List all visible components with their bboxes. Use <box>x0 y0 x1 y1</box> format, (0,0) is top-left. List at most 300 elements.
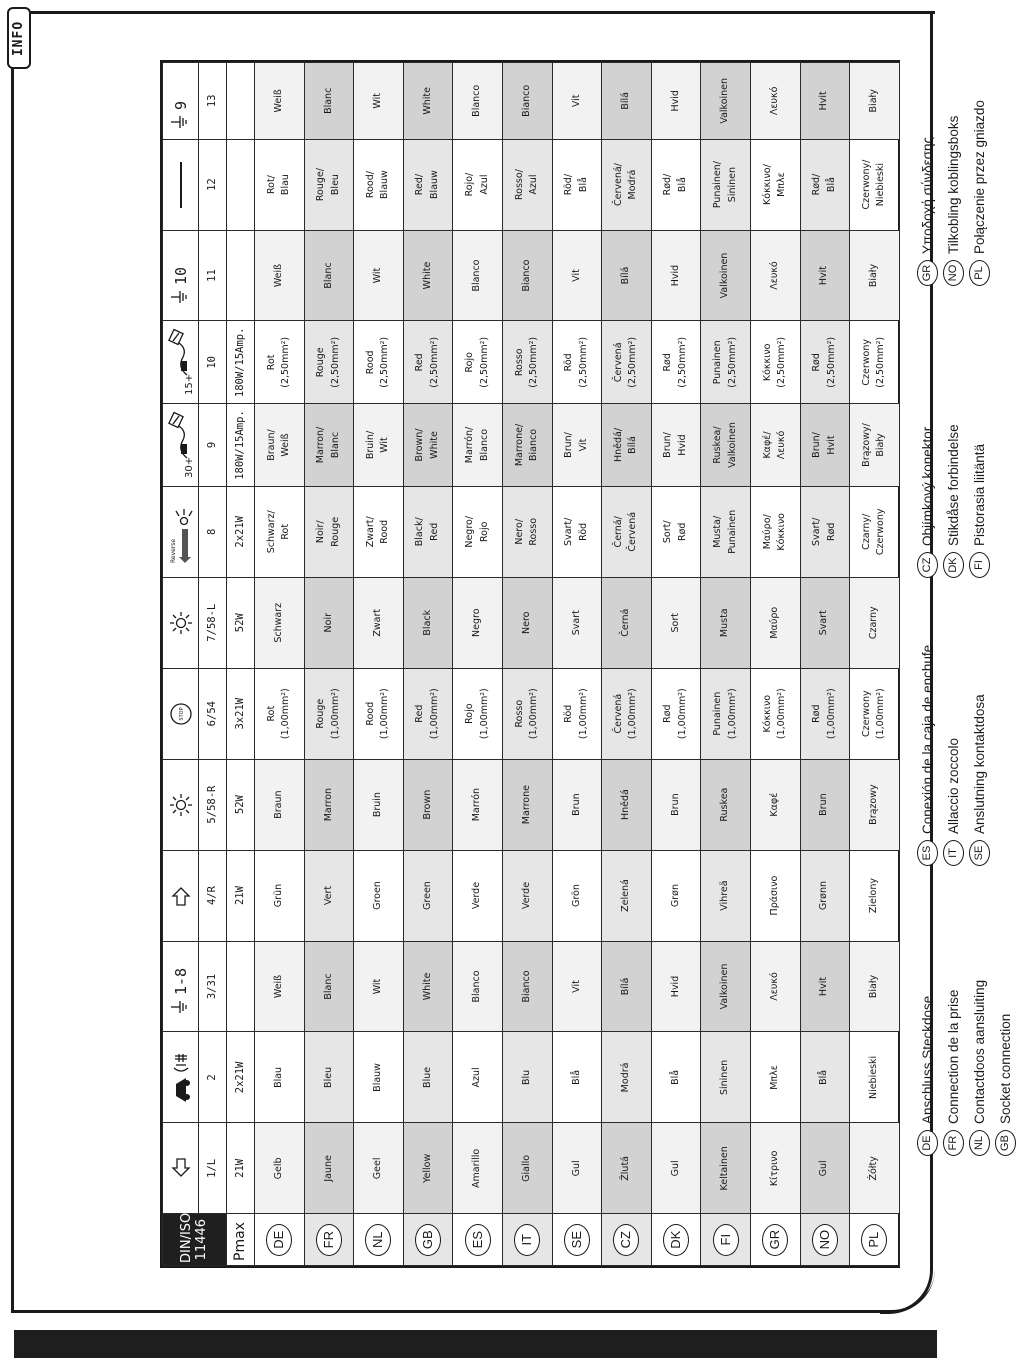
tail-light-icon <box>167 770 195 840</box>
wire-color-cell <box>750 577 800 668</box>
wire-color-text: Giallo <box>520 1154 532 1182</box>
wire-color-text: Červená <box>627 511 639 552</box>
wire-color-text: Vihreä <box>719 880 731 911</box>
wire-color-text: Blå <box>570 1069 582 1085</box>
wire-color-text: (1,00mm²) <box>329 688 341 740</box>
wire-color-cell <box>354 139 404 230</box>
wire-color-text: (2,50mm²) <box>776 336 788 388</box>
wire-color-text: Azul <box>471 1067 483 1088</box>
wire-color-cell <box>502 1032 552 1123</box>
wire-color-cell <box>304 1123 354 1214</box>
language-code-cell <box>602 1214 652 1266</box>
wire-color-text: Černá <box>620 608 632 637</box>
wire-color-text: Noir <box>322 613 334 633</box>
wire-color-text: Blå <box>825 177 837 193</box>
language-badge: FI <box>713 1224 739 1256</box>
wire-color-text: Κόκκινο <box>761 343 773 382</box>
wire-color-text: (1,00mm²) <box>726 688 738 740</box>
wire-color-text: Καφέ/ <box>761 431 773 459</box>
wire-color-cell <box>850 577 900 668</box>
legend-text: Pistorasia liitäntä <box>971 443 987 546</box>
wire-color-text: Modrá <box>627 169 639 200</box>
wire-color-cell <box>750 759 800 850</box>
wire-color-text: Musta <box>719 608 731 638</box>
wire-color-text: Punainen/ <box>711 161 723 209</box>
wire-color-text: Vert <box>322 885 334 906</box>
wire-color-text: Žlutá <box>620 1156 632 1181</box>
wire-color-cell <box>800 63 850 140</box>
wire-color-cell <box>552 63 602 140</box>
wire-color-text: Rouge <box>329 516 341 547</box>
wire-color-cell <box>651 668 701 759</box>
wire-color-text: Vit <box>570 269 582 282</box>
wire-color-text: Brązowy <box>868 784 880 825</box>
wire-color-text: Valkoinen <box>719 77 731 124</box>
wire-color-text: Nero/ <box>513 518 525 545</box>
wire-color-cell <box>552 1032 602 1123</box>
info-tab-label: INFO <box>11 20 27 56</box>
wire-color-cell <box>750 941 800 1032</box>
wire-color-text: Brun <box>570 793 582 816</box>
wire-color-text: Blanc <box>322 262 334 289</box>
wire-color-text: Verde <box>520 881 532 910</box>
wire-color-cell <box>403 1032 453 1123</box>
wire-color-cell <box>255 850 305 941</box>
wire-color-text: Brun/ <box>811 432 823 458</box>
wire-color-cell <box>602 1123 652 1214</box>
wire-color-text: Czerwony <box>860 690 872 737</box>
legend-text: Anschluss Steckdose <box>919 995 935 1124</box>
pmax-value <box>227 941 255 1032</box>
wire-color-cell <box>701 230 751 321</box>
wire-color-cell <box>403 668 453 759</box>
wire-color-text: Svart/ <box>563 517 575 546</box>
wire-color-cell <box>701 577 751 668</box>
pin-number: 11 <box>199 230 227 321</box>
wire-color-text: Rojo/ <box>463 172 475 197</box>
wire-color-cell <box>453 404 503 487</box>
rotated-content <box>160 60 1013 1268</box>
wire-color-text: Czarny/ <box>860 513 872 550</box>
wire-color-text: Rood <box>364 701 376 726</box>
wire-color-text: Rot <box>280 523 292 540</box>
pin-icon-cell <box>163 668 199 759</box>
wire-color-text: Bílá <box>620 92 632 110</box>
wire-color-text: Punainen <box>711 691 723 736</box>
wire-color-cell <box>304 486 354 577</box>
info-tab <box>7 7 31 69</box>
wire-color-cell <box>651 850 701 941</box>
wire-color-text: (1,00mm²) <box>627 688 639 740</box>
wire-color-text: Rød/ <box>811 173 823 196</box>
wire-color-text: Rød <box>662 353 674 372</box>
language-code-cell <box>800 1214 850 1266</box>
wire-color-text: Nero <box>520 611 532 634</box>
wire-color-cell <box>850 668 900 759</box>
wire-color-cell <box>800 668 850 759</box>
wire-color-text: Λευκό <box>768 972 780 1001</box>
language-code-cell <box>453 1214 503 1266</box>
wire-color-text: Blu <box>520 1069 532 1086</box>
wire-color-text: Gul <box>669 1160 681 1177</box>
wire-color-text: Κόκκινο/ <box>761 164 773 205</box>
wire-color-text: (1,00mm²) <box>776 688 788 740</box>
legend-badge: NO <box>943 260 964 286</box>
pmax-value: 52W <box>227 577 255 668</box>
table-row <box>750 63 800 1266</box>
wire-color-text: Bruin/ <box>364 430 376 460</box>
wire-color-cell <box>602 230 652 321</box>
wire-color-text: Negro/ <box>463 515 475 548</box>
wire-color-cell <box>850 63 900 140</box>
line-icon <box>167 150 195 220</box>
pmax-value <box>227 63 255 140</box>
wire-color-text: Verde <box>471 881 483 910</box>
wire-color-cell <box>701 668 751 759</box>
power-label: 15+ <box>183 374 195 396</box>
wire-color-cell <box>701 321 751 404</box>
wire-color-cell <box>403 850 453 941</box>
wire-color-cell <box>850 404 900 487</box>
wire-color-text: Rouge <box>315 347 327 378</box>
wire-color-cell <box>651 759 701 850</box>
wire-color-text: White <box>429 431 441 459</box>
wire-color-text: Modrá <box>620 1062 632 1093</box>
wire-color-text: Black <box>421 609 433 636</box>
table-row <box>453 63 503 1266</box>
wire-color-text: Hvid <box>669 90 681 112</box>
pmax-value <box>227 139 255 230</box>
wire-color-text: Punainen <box>711 340 723 385</box>
wire-color-text: Blå <box>669 1069 681 1085</box>
wire-color-cell <box>453 1123 503 1214</box>
wire-color-text: Rosso <box>513 699 525 728</box>
wire-color-cell <box>602 321 652 404</box>
wire-color-text: Blanc <box>329 431 341 459</box>
brake-stop-icon <box>167 679 195 749</box>
wire-color-text: Keltainen <box>719 1146 731 1191</box>
pin-number: 10 <box>199 321 227 404</box>
table-row <box>403 63 453 1266</box>
wire-color-cell <box>800 139 850 230</box>
wire-color-cell <box>354 850 404 941</box>
wire-color-text: Grønn <box>818 880 830 911</box>
pin-number: 8 <box>199 486 227 577</box>
wire-color-text: Blau <box>272 1066 284 1088</box>
wire-color-cell <box>602 486 652 577</box>
pmax-value: 21W <box>227 1123 255 1214</box>
pmax-value <box>227 230 255 321</box>
legend-column <box>914 645 992 866</box>
wire-color-text: Marron/ <box>315 426 327 464</box>
wire-color-cell <box>850 941 900 1032</box>
wire-color-text: Azul <box>478 174 490 195</box>
wire-color-cell <box>750 668 800 759</box>
pin-number: 1/L <box>199 1123 227 1214</box>
language-code-cell <box>701 1214 751 1266</box>
language-badge: GB <box>415 1224 441 1256</box>
language-code-cell <box>502 1214 552 1266</box>
wire-color-cell <box>453 577 503 668</box>
wire-color-text: Rosso <box>513 348 525 377</box>
language-badge: ES <box>465 1224 491 1256</box>
wire-color-text: Μαύρο <box>768 606 780 639</box>
wire-color-text: (2,50mm²) <box>429 336 441 388</box>
wire-color-text: Braun/ <box>265 429 277 461</box>
wire-color-text: (1,00mm²) <box>577 688 589 740</box>
wire-color-cell <box>552 577 602 668</box>
wire-color-cell <box>701 759 751 850</box>
wire-color-cell <box>502 63 552 140</box>
wire-color-text: Červená <box>612 693 624 734</box>
wire-color-text: Černá/ <box>612 516 624 548</box>
wire-color-text: Bleu <box>322 1066 334 1088</box>
wire-color-cell <box>800 486 850 577</box>
wire-color-text: Bleu <box>329 174 341 196</box>
wire-color-text: White <box>421 261 433 290</box>
wire-color-cell <box>850 759 900 850</box>
wire-color-text: Blauw <box>429 170 441 199</box>
turn-right-arrow-icon <box>167 861 195 931</box>
wire-color-text: Azul <box>528 174 540 195</box>
wire-color-cell <box>552 404 602 487</box>
wire-color-cell <box>750 404 800 487</box>
legend-item <box>914 645 940 866</box>
wire-color-cell <box>701 1123 751 1214</box>
ignition-power-icon <box>167 327 195 397</box>
wire-color-text: Brun/ <box>662 432 674 458</box>
wire-color-text: Żółty <box>868 1156 880 1181</box>
wire-color-text: Hvit <box>818 976 830 997</box>
ground-icon <box>167 951 195 1021</box>
wire-color-cell <box>651 230 701 321</box>
wire-color-cell <box>552 941 602 1032</box>
language-code-cell <box>255 1214 305 1266</box>
wire-color-cell <box>255 759 305 850</box>
wire-color-text: Κόκκινο <box>776 513 788 551</box>
connection-table-wrap <box>160 60 900 1268</box>
pmax-value: 2x21W <box>227 486 255 577</box>
wire-color-text: Πράσινο <box>768 875 780 916</box>
wire-color-text: Zelená <box>620 879 632 912</box>
table-row <box>255 63 305 1266</box>
wire-color-cell <box>354 230 404 321</box>
wire-color-cell <box>403 759 453 850</box>
legend-item <box>940 424 966 578</box>
wire-color-cell <box>453 1032 503 1123</box>
wire-color-cell <box>800 230 850 321</box>
wire-color-text: Blå <box>577 177 589 193</box>
wire-color-text: Braun <box>272 790 284 819</box>
pin-icon-cell <box>163 1123 199 1214</box>
wire-color-cell <box>502 668 552 759</box>
wire-color-cell <box>354 1123 404 1214</box>
table-row <box>602 63 652 1266</box>
wire-color-cell <box>354 321 404 404</box>
wire-color-cell <box>651 941 701 1032</box>
wire-color-text: Hnědá <box>620 789 632 821</box>
wire-color-text: Black/ <box>414 517 426 547</box>
pmax-value: 52W <box>227 759 255 850</box>
wire-color-text: Rosso/ <box>513 169 525 201</box>
wire-color-text: Καφέ <box>768 792 780 817</box>
rear-fog-lamp-icon <box>167 1042 195 1112</box>
wire-color-text: Green <box>421 881 433 910</box>
wire-color-cell <box>255 63 305 140</box>
wire-color-text: Marrone/ <box>513 423 525 467</box>
wire-color-text: Noir/ <box>315 520 327 544</box>
pin-icon-cell <box>163 404 199 487</box>
wire-color-text: White <box>421 972 433 1001</box>
ground-label: 9 <box>171 100 190 110</box>
wire-color-cell <box>701 486 751 577</box>
pin-number: 13 <box>199 63 227 140</box>
wire-color-cell <box>403 577 453 668</box>
wire-color-text: Bílá <box>620 266 632 285</box>
wire-color-cell <box>255 941 305 1032</box>
legend-badge: DK <box>943 552 964 578</box>
table-row <box>800 63 850 1266</box>
wire-color-text: (1,00mm²) <box>528 688 540 740</box>
wire-color-text: Valkoinen <box>726 422 738 468</box>
footer-bar <box>14 1330 937 1358</box>
wire-color-text: Μπλε <box>776 172 788 197</box>
wire-color-text: Vit <box>577 438 589 452</box>
legend-badge: PL <box>969 260 990 286</box>
wire-color-text: Geel <box>372 1157 384 1180</box>
wire-color-cell <box>255 404 305 487</box>
wire-color-cell <box>453 486 503 577</box>
pin-icon-cell <box>163 941 199 1032</box>
wire-color-text: Blau <box>280 174 292 196</box>
wire-color-text: Gul <box>570 1160 582 1177</box>
wire-color-cell <box>602 63 652 140</box>
wire-color-cell <box>403 321 453 404</box>
wire-color-text: Marrón <box>471 787 483 822</box>
wire-color-text: Biały <box>868 89 880 113</box>
language-badge: GR <box>762 1224 788 1256</box>
pmax-value: 3x21W <box>227 668 255 759</box>
wire-color-text: Hvid <box>669 975 681 998</box>
wire-color-text: (2,50mm²) <box>379 336 391 388</box>
wire-color-text: Rød/ <box>662 173 674 196</box>
wire-color-cell <box>800 1032 850 1123</box>
wire-color-cell <box>304 230 354 321</box>
power-label: 30+ <box>183 456 195 478</box>
wire-color-cell <box>602 668 652 759</box>
turn-left-arrow-icon <box>167 1133 195 1203</box>
wire-color-text: Svart <box>570 610 582 636</box>
wire-color-text: Wit <box>372 267 384 284</box>
pin-icon-cell <box>163 850 199 941</box>
pin-number: 6/54 <box>199 668 227 759</box>
wire-color-text: Vit <box>570 94 582 108</box>
wire-color-text: White <box>421 87 433 115</box>
legend-text: Stikdåse forbindelse <box>945 424 961 546</box>
wire-color-cell <box>502 321 552 404</box>
wire-color-text: Jaune <box>322 1155 334 1182</box>
wire-color-text: Blanco <box>471 259 483 292</box>
wire-color-cell <box>552 230 602 321</box>
wire-color-text: Zwart/ <box>364 516 376 548</box>
pin-icon-cell <box>163 577 199 668</box>
wire-color-text: Rojo <box>478 521 490 543</box>
pmax-value: 180W/15Amp. <box>227 321 255 404</box>
legend-badge: CZ <box>917 552 938 578</box>
legend-item <box>966 645 992 866</box>
wire-color-text: (2,50mm²) <box>528 336 540 388</box>
wire-color-cell <box>453 759 503 850</box>
wire-color-text: Red/ <box>414 173 426 196</box>
wire-color-cell <box>453 668 503 759</box>
wire-color-text: Zwart <box>372 608 384 637</box>
language-badge: SE <box>564 1224 590 1256</box>
wire-color-cell <box>453 941 503 1032</box>
reverse-label: Reverse <box>169 538 177 563</box>
wire-color-text: Red <box>414 704 426 723</box>
wire-color-cell <box>403 230 453 321</box>
wire-color-cell <box>255 668 305 759</box>
pin-number: 7/58-L <box>199 577 227 668</box>
wire-color-text: Bianco <box>520 84 532 117</box>
wire-color-text: (1,00mm²) <box>429 688 441 740</box>
legend-item <box>940 645 966 866</box>
wire-color-text: Sort/ <box>662 520 674 544</box>
table-row <box>354 63 404 1266</box>
wire-color-text: Rød <box>662 704 674 723</box>
wire-color-text: Rood <box>364 350 376 375</box>
wire-color-cell <box>750 486 800 577</box>
wire-color-text: Blanco <box>471 84 483 117</box>
wire-color-cell <box>453 321 503 404</box>
wire-color-text: Bílá <box>620 977 632 996</box>
table-row <box>502 63 552 1266</box>
wire-color-text: Rød <box>811 353 823 372</box>
wire-color-text: Biały <box>875 433 887 457</box>
wire-color-cell <box>602 759 652 850</box>
table-row <box>651 63 701 1266</box>
wire-color-cell <box>701 1032 751 1123</box>
legend-item <box>914 980 940 1156</box>
din-iso-number: 11446 <box>193 1218 209 1261</box>
wire-color-cell <box>304 139 354 230</box>
wire-color-text: Zielony <box>868 878 880 914</box>
legend-text: Połączenie przez gniazdo <box>971 100 987 254</box>
wire-color-cell <box>354 668 404 759</box>
pin-icon-cell <box>163 321 199 404</box>
wire-color-text: Musta/ <box>711 515 723 548</box>
legend-badge: FR <box>943 1130 964 1156</box>
wire-color-cell <box>701 63 751 140</box>
wire-color-cell <box>304 850 354 941</box>
wire-color-text: Röd <box>563 353 575 372</box>
wire-color-text: Negro <box>471 608 483 637</box>
wire-color-text: Niebieski <box>868 1055 880 1100</box>
wire-color-text: Blanco <box>478 428 490 462</box>
wire-color-cell <box>354 63 404 140</box>
wire-color-text: Vit <box>570 980 582 993</box>
wire-color-text: Red <box>429 522 441 541</box>
wire-color-text: Hvit <box>818 91 830 111</box>
wire-color-text: Svart/ <box>811 517 823 546</box>
wire-color-text: Λευκό <box>776 430 788 460</box>
pin-number: 3/31 <box>199 941 227 1032</box>
wire-color-text: Brun <box>669 793 681 816</box>
wire-color-text: Brown/ <box>414 428 426 462</box>
wire-color-text: Blauw <box>372 1063 384 1092</box>
wire-color-text: Sort <box>669 613 681 633</box>
wire-color-text: Marrón/ <box>463 426 475 464</box>
